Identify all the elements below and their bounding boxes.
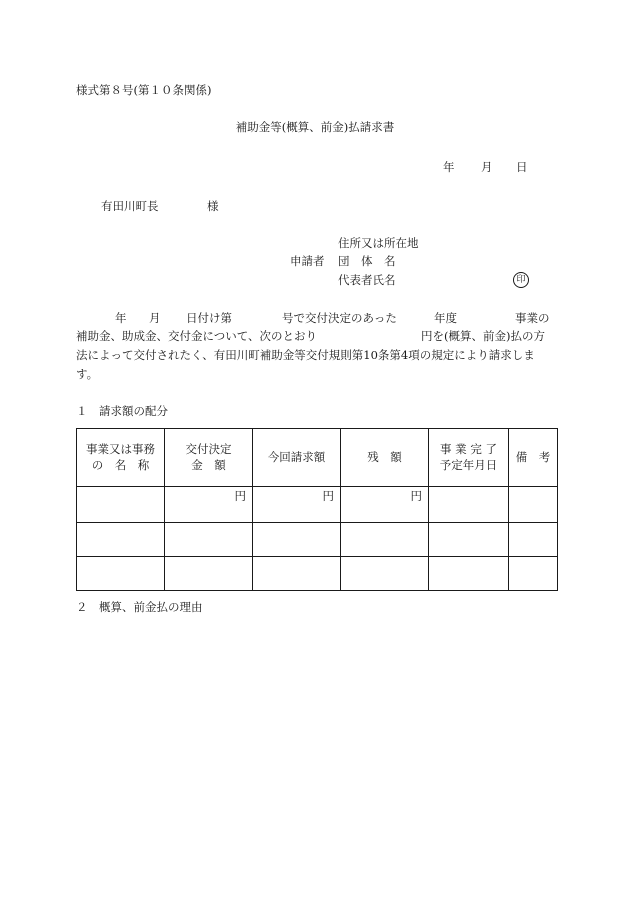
section-1-heading: １ 請求額の配分 — [76, 404, 168, 418]
form-number: 様式第８号(第１０条関係) — [76, 83, 212, 97]
header-balance: 残 額 — [341, 429, 429, 487]
header-project-name: 事業又は事務 の 名 称 — [77, 429, 165, 487]
table-row — [77, 523, 558, 557]
body-line-2-right: 円を(概算、前金)払の方 — [421, 329, 545, 343]
date-month-label: 月 — [481, 160, 493, 174]
seal-mark-icon: 印 — [513, 272, 529, 288]
table-row — [77, 557, 558, 591]
table-cell-input[interactable] — [253, 523, 341, 557]
header-completion-date: 事 業 完 了 予定年月日 — [429, 429, 509, 487]
body-month: 月 — [149, 311, 161, 325]
applicant-address-label: 住所又は所在地 — [338, 236, 419, 250]
applicant-org-label: 団 体 名 — [338, 254, 396, 268]
document-title: 補助金等(概算、前金)払請求書 — [235, 120, 395, 134]
addressee-name: 有田川町長 — [101, 199, 159, 213]
table-cell-input[interactable] — [429, 523, 509, 557]
table-cell-input[interactable] — [429, 487, 509, 523]
applicant-role-label: 申請者 — [290, 254, 325, 268]
table-cell-input[interactable] — [165, 523, 253, 557]
table-cell-input[interactable] — [429, 557, 509, 591]
table-cell-input[interactable] — [509, 487, 558, 523]
table-cell-input[interactable] — [509, 557, 558, 591]
header-remarks: 備 考 — [509, 429, 558, 487]
table-cell-input[interactable] — [341, 523, 429, 557]
body-project: 事業の — [515, 311, 550, 325]
date-day-label: 日 — [516, 160, 528, 174]
header-claim-amount: 今回請求額 — [253, 429, 341, 487]
addressee-honorific: 様 — [207, 199, 219, 213]
table-cell-input[interactable] — [77, 557, 165, 591]
table-cell-input[interactable] — [77, 487, 165, 523]
body-line-2-left: 補助金、助成金、交付金について、次のとおり — [76, 329, 318, 343]
table-cell-input[interactable] — [509, 523, 558, 557]
table-cell-input[interactable] — [253, 557, 341, 591]
yen-unit-claim[interactable]: 円 — [253, 487, 341, 523]
body-year: 年 — [115, 311, 127, 325]
table-header-row — [77, 429, 558, 487]
table-cell-input[interactable] — [165, 557, 253, 591]
body-line-3: 法によって交付されたく、有田川町補助金等交付規則第10条第4項の規定により請求しま — [76, 348, 535, 362]
header-decision-amount: 交付決定 金 額 — [165, 429, 253, 487]
yen-unit-decision[interactable]: 円 — [165, 487, 253, 523]
body-line-4: す。 — [76, 367, 99, 381]
section-2-heading: ２ 概算、前金払の理由 — [76, 600, 203, 614]
table-cell-input[interactable] — [341, 557, 429, 591]
body-date-number: 日付け第 — [186, 311, 232, 325]
distribution-table — [76, 428, 558, 591]
yen-unit-balance[interactable]: 円 — [341, 487, 429, 523]
body-fiscal-year: 年度 — [434, 311, 457, 325]
body-decision: 号で交付決定のあった — [282, 311, 397, 325]
applicant-rep-label: 代表者氏名 — [338, 273, 396, 287]
table-row — [77, 487, 558, 523]
table-cell-input[interactable] — [77, 523, 165, 557]
date-year-label: 年 — [443, 160, 455, 174]
